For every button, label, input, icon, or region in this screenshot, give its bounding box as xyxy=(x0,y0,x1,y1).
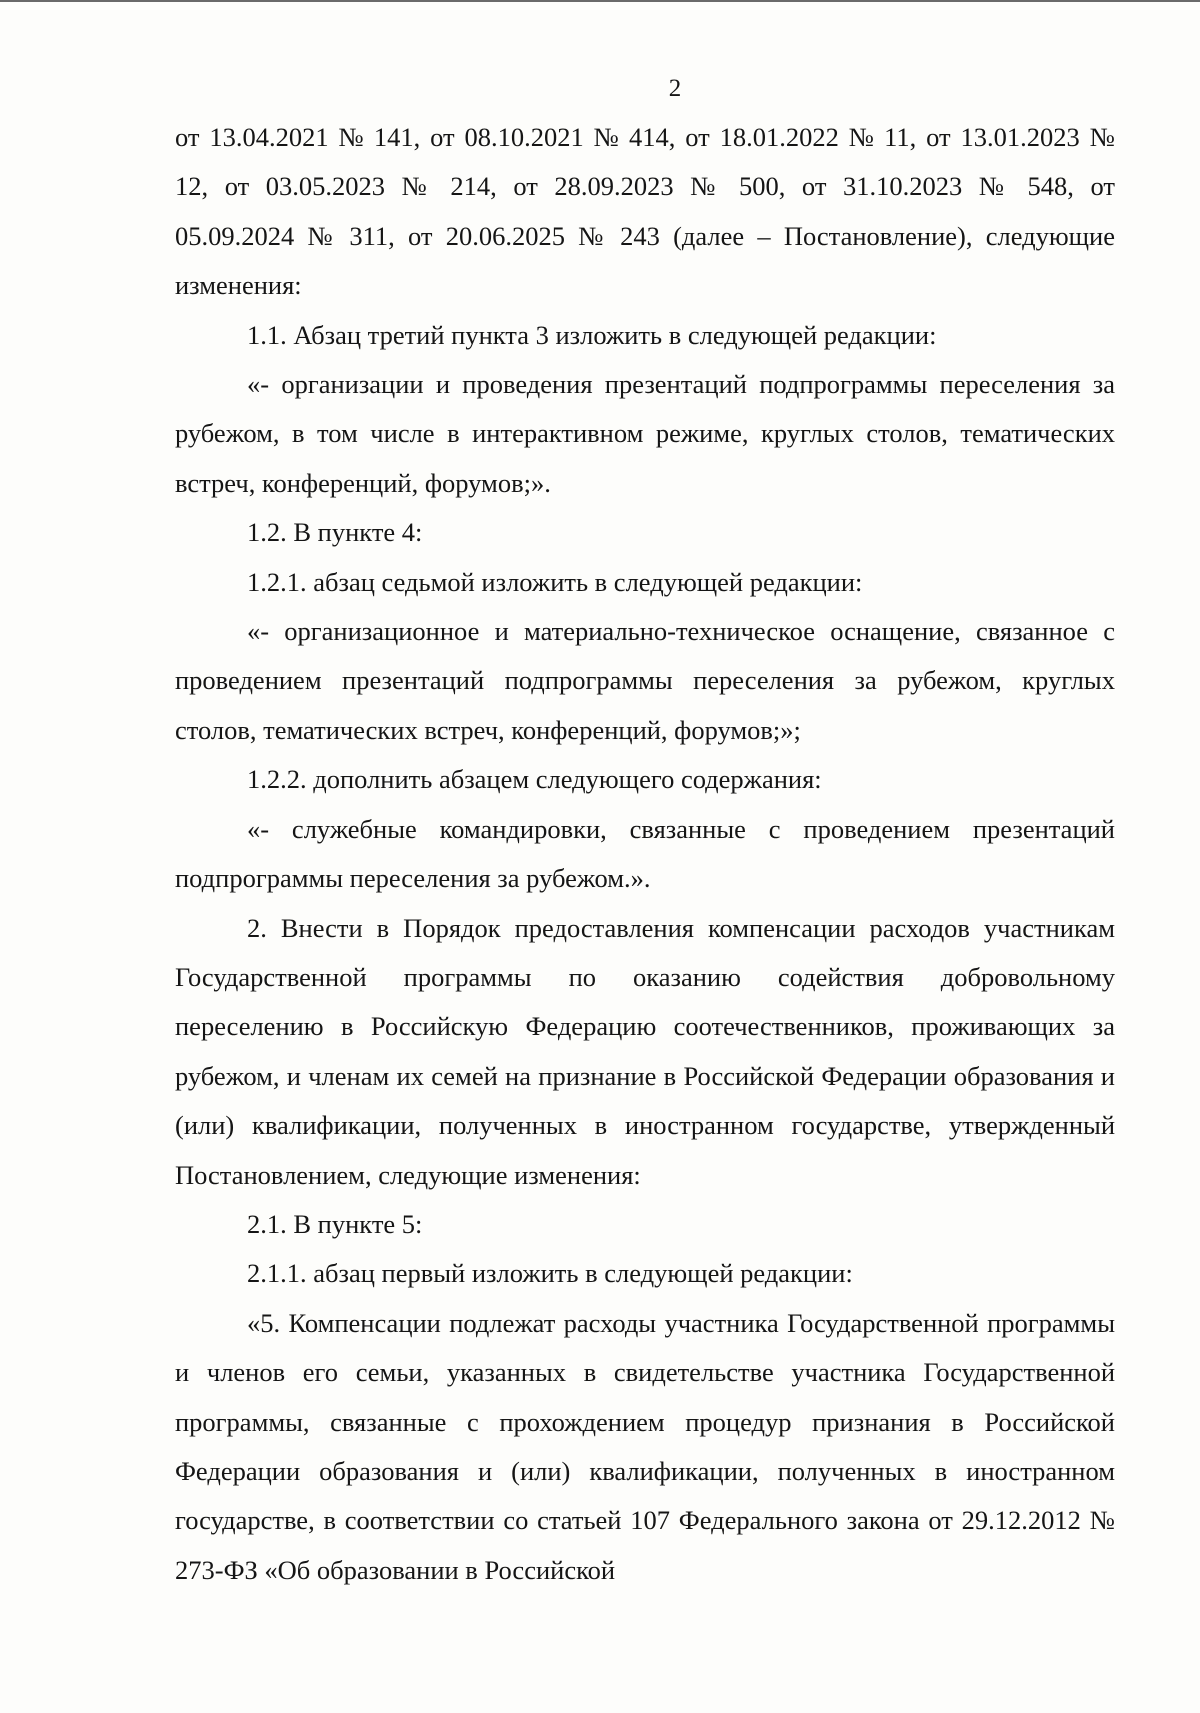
paragraph-1-2: 1.2. В пункте 4: xyxy=(247,517,423,548)
paragraph-1-2-2: 1.2.2. дополнить абзацем следующего содержания: xyxy=(247,764,822,795)
paragraph-1-1-quote: «- организации и проведения презентаций подпрограммы переселения за рубежом, в том числе в интерактивном режиме, круглых столов, тематических встреч, конференций, форумов;». xyxy=(175,369,1115,498)
paragraph-2-1: 2.1. В пункте 5: xyxy=(247,1208,423,1239)
paragraph-1-1: 1.1. Абзац третий пункта 3 изложить в следующей редакции: xyxy=(247,319,937,350)
paragraph-2-1-1: 2.1.1. абзац первый изложить в следующей редакции: xyxy=(247,1258,853,1289)
page-number: 2 xyxy=(668,75,682,102)
paragraph-intro-continuation: от 13.04.2021 № 141, от 08.10.2021 № 414, от 18.01.2022 № 11, от 13.01.2023 № 12, от 03.05.2023 № 214, от 28.09.2023 № 500, от 31.10.2023 № 548, от 05.09.2024 № 311, от 20.06.2025 № 243 (далее – Постановление), следующие изменения: xyxy=(175,122,1115,301)
document-body xyxy=(175,113,1115,1595)
paragraph-2: 2. Внести в Порядок предоставления компенсации расходов участникам Государственной программы по оказанию содействия добровольному переселению в Российскую Федерацию соотечественников, проживающих за рубежом, и членам их семей на признание в Российской Федерации образования и (или) квалификации, полученных в иностранном государстве, утвержденный Постановлением, следующие изменения: xyxy=(175,912,1115,1190)
paragraph-2-1-1-quote: «5. Компенсации подлежат расходы участника Государственной программы и членов его семьи, указанных в свидетельстве участника Государственной программы, связанные с прохождением процедур признания в Российской Федерации образования и (или) квалификации, полученных в иностранном государстве, в соответствии со статьей 107 Федерального закона от 29.12.2012 № 273-ФЗ «Об образовании в Российской xyxy=(175,1307,1115,1585)
paragraph-1-2-1-quote: «- организационное и материально-техническое оснащение, связанное с проведением презентаций подпрограммы переселения за рубежом, круглых столов, тематических встреч, конференций, форумов;»; xyxy=(175,616,1115,745)
paragraph-1-2-2-quote: «- служебные командировки, связанные с проведением презентаций подпрограммы переселения за рубежом.». xyxy=(175,813,1115,894)
scan-top-edge-line xyxy=(0,0,1200,2)
paragraph-1-2-1: 1.2.1. абзац седьмой изложить в следующей редакции: xyxy=(247,566,863,597)
